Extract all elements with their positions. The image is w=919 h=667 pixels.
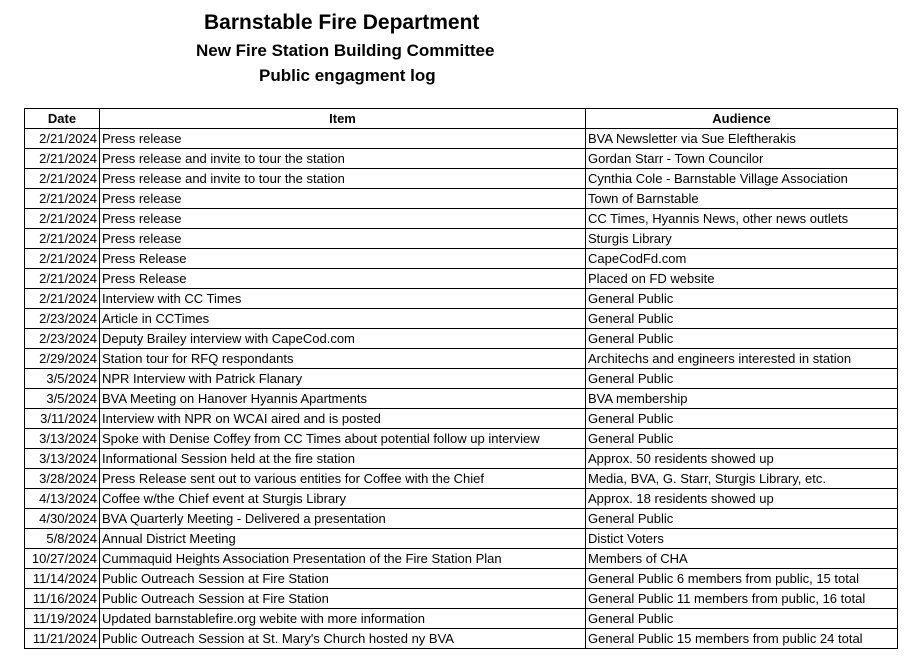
audience-cell: General Public (586, 609, 898, 629)
item-cell: Deputy Brailey interview with CapeCod.com (100, 329, 586, 349)
table-row (25, 429, 898, 449)
date-cell: 2/21/2024 (25, 229, 100, 249)
table-row (25, 329, 898, 349)
date-cell: 2/23/2024 (25, 329, 100, 349)
item-cell: Press release (100, 209, 586, 229)
date-cell: 4/13/2024 (25, 489, 100, 509)
item-cell: Press release (100, 189, 586, 209)
audience-cell: Gordan Starr - Town Councilor (586, 149, 898, 169)
item-cell: Annual District Meeting (100, 529, 586, 549)
date-cell: 2/21/2024 (25, 209, 100, 229)
item-cell: Article in CCTimes (100, 309, 586, 329)
date-cell: 5/8/2024 (25, 529, 100, 549)
column-header-item: Item (100, 109, 586, 129)
audience-cell: Approx. 50 residents showed up (586, 449, 898, 469)
engagement-log-table (24, 108, 898, 649)
item-cell: Cummaquid Heights Association Presentation of the Fire Station Plan (100, 549, 586, 569)
table-row (25, 609, 898, 629)
date-cell: 2/21/2024 (25, 149, 100, 169)
date-cell: 11/19/2024 (25, 609, 100, 629)
table-row (25, 489, 898, 509)
table-row (25, 349, 898, 369)
date-cell: 11/21/2024 (25, 629, 100, 649)
item-cell: Press release and invite to tour the station (100, 149, 586, 169)
item-cell: Press Release sent out to various entities for Coffee with the Chief (100, 469, 586, 489)
date-cell: 2/21/2024 (25, 169, 100, 189)
item-cell: Public Outreach Session at St. Mary's Church hosted ny BVA (100, 629, 586, 649)
item-cell: Coffee w/the Chief event at Sturgis Library (100, 489, 586, 509)
date-cell: 10/27/2024 (25, 549, 100, 569)
audience-cell: General Public (586, 429, 898, 449)
audience-cell: General Public 15 members from public 24 total (586, 629, 898, 649)
table-row (25, 249, 898, 269)
table-row (25, 169, 898, 189)
audience-cell: Media, BVA, G. Starr, Sturgis Library, etc. (586, 469, 898, 489)
audience-cell: General Public 11 members from public, 16 total (586, 589, 898, 609)
audience-cell: General Public (586, 509, 898, 529)
item-cell: BVA Quarterly Meeting - Delivered a presentation (100, 509, 586, 529)
item-cell: Interview with CC Times (100, 289, 586, 309)
table-row (25, 549, 898, 569)
header-row (25, 109, 898, 129)
item-cell: Interview with NPR on WCAI aired and is posted (100, 409, 586, 429)
date-cell: 2/23/2024 (25, 309, 100, 329)
audience-cell: Sturgis Library (586, 229, 898, 249)
date-cell: 2/21/2024 (25, 249, 100, 269)
item-cell: Public Outreach Session at Fire Station (100, 569, 586, 589)
audience-cell: General Public (586, 329, 898, 349)
date-cell: 2/21/2024 (25, 189, 100, 209)
item-cell: BVA Meeting on Hanover Hyannis Apartments (100, 389, 586, 409)
date-cell: 3/5/2024 (25, 369, 100, 389)
item-cell: Station tour for RFQ respondants (100, 349, 586, 369)
audience-cell: BVA Newsletter via Sue Eleftherakis (586, 129, 898, 149)
department-title: Barnstable Fire Department (204, 11, 480, 34)
audience-cell: Distict Voters (586, 529, 898, 549)
date-cell: 2/29/2024 (25, 349, 100, 369)
table-row (25, 209, 898, 229)
committee-title: New Fire Station Building Committee (196, 41, 495, 60)
date-cell: 3/13/2024 (25, 449, 100, 469)
table-row (25, 149, 898, 169)
table-row (25, 569, 898, 589)
table-row (25, 469, 898, 489)
date-cell: 11/16/2024 (25, 589, 100, 609)
table-row (25, 189, 898, 209)
item-cell: Press release (100, 229, 586, 249)
audience-cell: Town of Barnstable (586, 189, 898, 209)
date-cell: 4/30/2024 (25, 509, 100, 529)
table-row (25, 289, 898, 309)
date-cell: 2/21/2024 (25, 269, 100, 289)
item-cell: Informational Session held at the fire station (100, 449, 586, 469)
audience-cell: BVA membership (586, 389, 898, 409)
table-row (25, 409, 898, 429)
audience-cell: General Public 6 members from public, 15 total (586, 569, 898, 589)
audience-cell: General Public (586, 309, 898, 329)
log-title: Public engagment log (259, 66, 436, 85)
item-cell: Public Outreach Session at Fire Station (100, 589, 586, 609)
audience-cell: Cynthia Cole - Barnstable Village Association (586, 169, 898, 189)
table-row (25, 629, 898, 649)
audience-cell: Placed on FD website (586, 269, 898, 289)
item-cell: Spoke with Denise Coffey from CC Times about potential follow up interview (100, 429, 586, 449)
date-cell: 2/21/2024 (25, 289, 100, 309)
audience-cell: CC Times, Hyannis News, other news outlets (586, 209, 898, 229)
item-cell: Press release (100, 129, 586, 149)
table-header (25, 109, 898, 129)
audience-cell: Architechs and engineers interested in station (586, 349, 898, 369)
item-cell: Press Release (100, 249, 586, 269)
table-body (25, 129, 898, 649)
table-row (25, 389, 898, 409)
date-cell: 3/13/2024 (25, 429, 100, 449)
table-row (25, 129, 898, 149)
date-cell: 2/21/2024 (25, 129, 100, 149)
item-cell: Press release and invite to tour the station (100, 169, 586, 189)
audience-cell: Approx. 18 residents showed up (586, 489, 898, 509)
table-row (25, 529, 898, 549)
table-row (25, 229, 898, 249)
date-cell: 3/5/2024 (25, 389, 100, 409)
table-row (25, 449, 898, 469)
item-cell: Updated barnstablefire.org webite with more information (100, 609, 586, 629)
table-row (25, 369, 898, 389)
column-header-audience: Audience (586, 109, 898, 129)
date-cell: 11/14/2024 (25, 569, 100, 589)
date-cell: 3/28/2024 (25, 469, 100, 489)
audience-cell: General Public (586, 409, 898, 429)
table-row (25, 309, 898, 329)
audience-cell: General Public (586, 369, 898, 389)
table-row (25, 589, 898, 609)
audience-cell: CapeCodFd.com (586, 249, 898, 269)
item-cell: NPR Interview with Patrick Flanary (100, 369, 586, 389)
date-cell: 3/11/2024 (25, 409, 100, 429)
audience-cell: General Public (586, 289, 898, 309)
column-header-date: Date (25, 109, 100, 129)
table-row (25, 509, 898, 529)
item-cell: Press Release (100, 269, 586, 289)
audience-cell: Members of CHA (586, 549, 898, 569)
table-row (25, 269, 898, 289)
